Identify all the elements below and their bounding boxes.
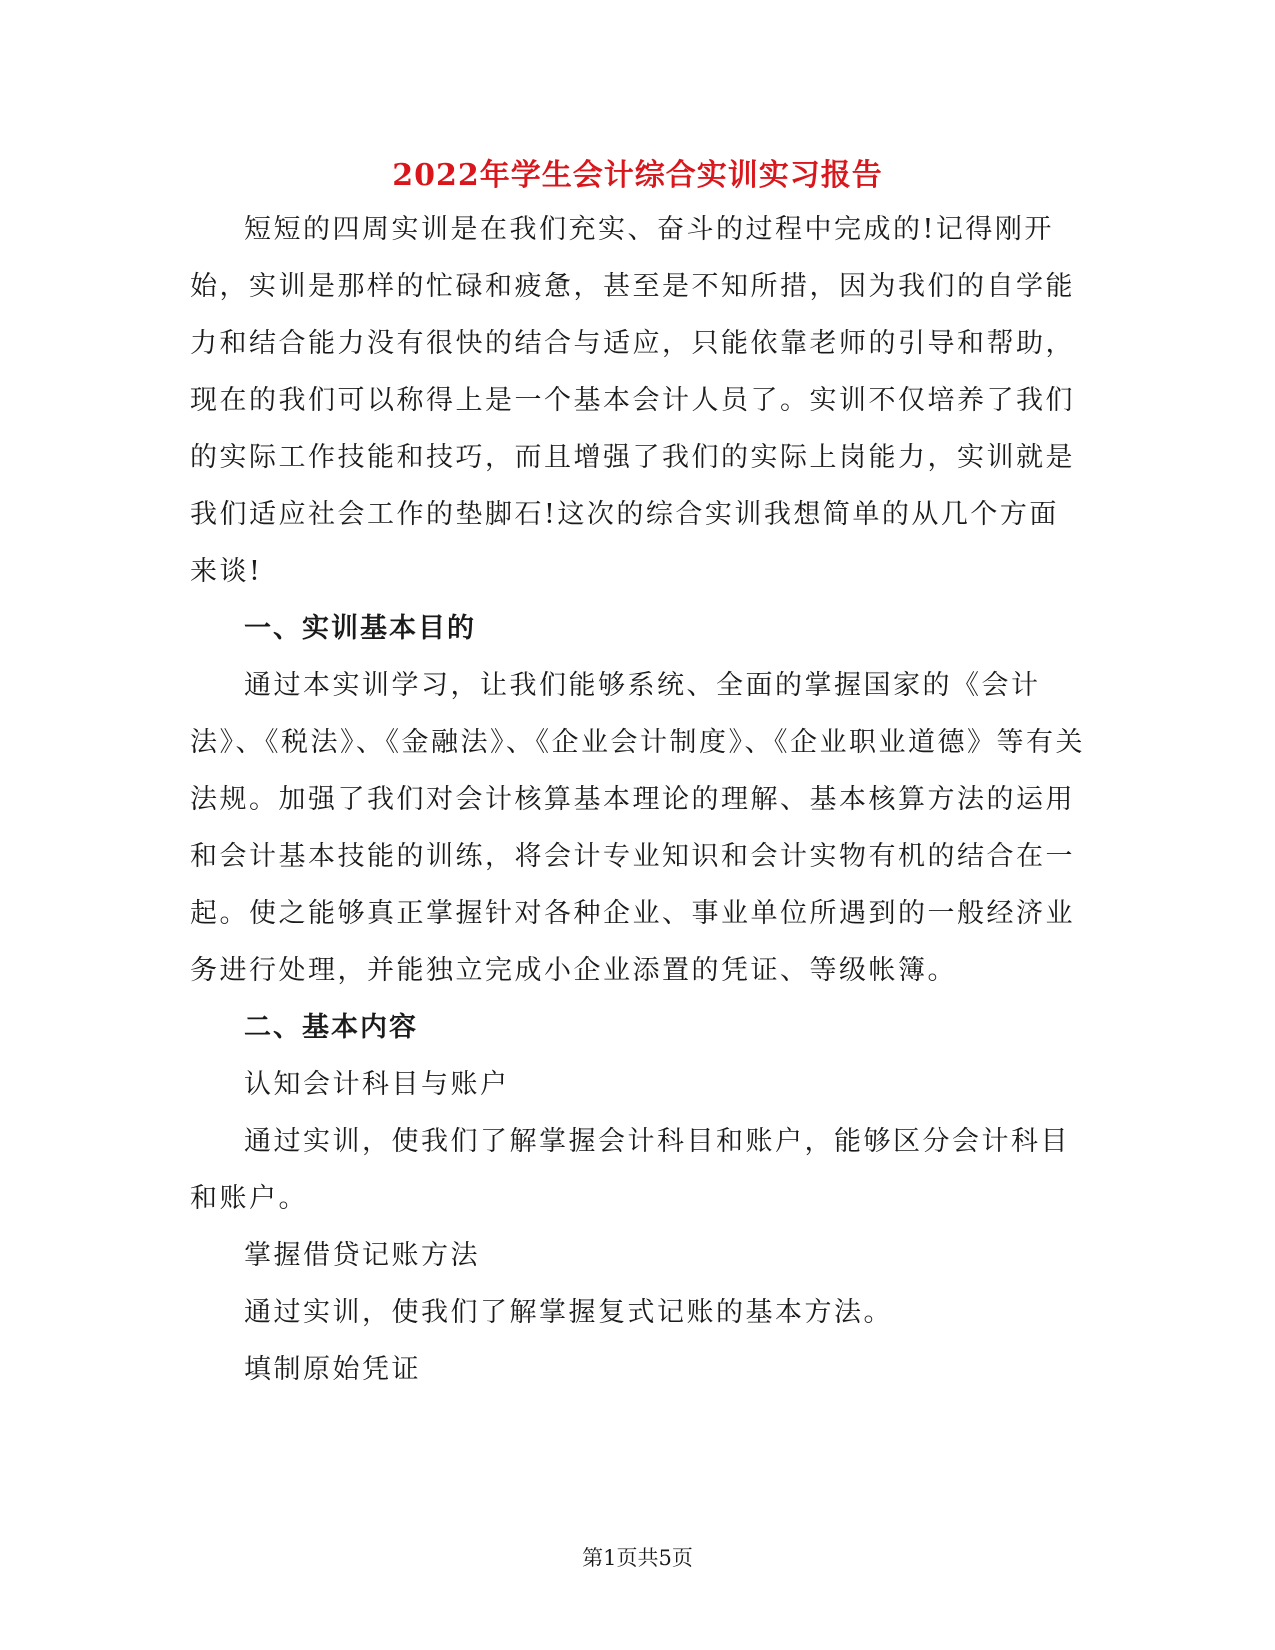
content-item: 认知会计科目与账户 [244, 1069, 510, 1100]
section-heading-purpose: 一、实训基本目的 [244, 613, 476, 644]
document-body [190, 201, 1085, 1398]
content-item: 掌握借贷记账方法 [244, 1240, 480, 1271]
content-item: 通过实训，使我们了解掌握复式记账的基本方法。 [244, 1297, 893, 1328]
purpose-paragraph: 通过本实训学习，让我们能够系统、全面的掌握国家的《会计法》、《税法》、《金融法》、《企业会计制度》、《企业职业道德》等有关法规。加强了我们对会计核算基本理论的理解、基本核算方法的运用和会计基本技能的训练，将会计专业知识和会计实物有机的结合在一起。使之能够真正掌握针对各种企业、事业单位所遇到的一般经济业务进行处理，并能独立完成小企业添置的凭证、等级帐簿。 [190, 670, 1085, 986]
page-number: 第1页共5页 [582, 1546, 693, 1570]
section-heading-content: 二、基本内容 [244, 1012, 418, 1043]
page-title: 2022年学生会计综合实训实习报告 [392, 158, 883, 193]
intro-paragraph: 短短的四周实训是在我们充实、奋斗的过程中完成的!记得刚开始，实训是那样的忙碌和疲惫，甚至是不知所措，因为我们的自学能力和结合能力没有很快的结合与适应，只能依靠老师的引导和帮助，现在的我们可以称得上是一个基本会计人员了。实训不仅培养了我们的实际工作技能和技巧，而且增强了我们的实际上岗能力，实训就是我们适应社会工作的垫脚石!这次的综合实训我想简单的从几个方面来谈! [190, 214, 1075, 587]
content-item: 填制原始凭证 [244, 1354, 421, 1385]
content-item: 通过实训，使我们了解掌握会计科目和账户，能够区分会计科目和账户。 [190, 1126, 1070, 1214]
